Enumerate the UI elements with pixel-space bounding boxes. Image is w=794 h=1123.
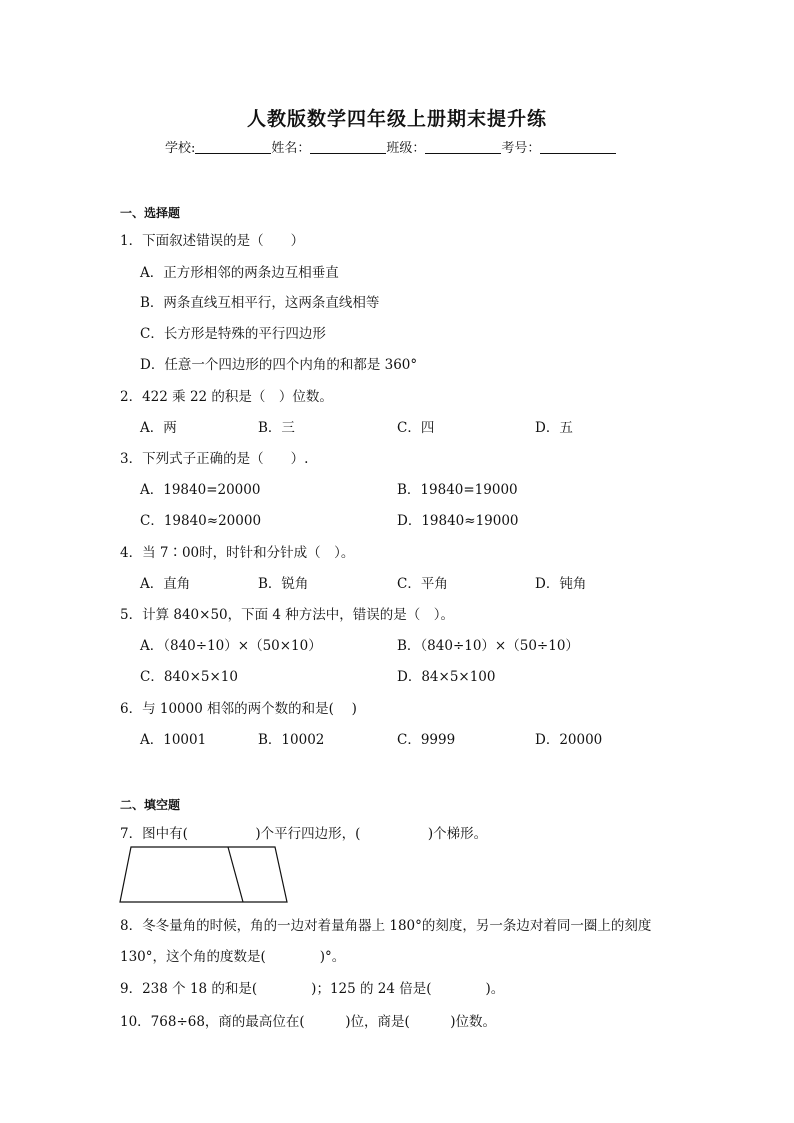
q1-option-b: B．两条直线互相平行，这两条直线相等 bbox=[140, 295, 380, 311]
question-8-line-2: 130°，这个角的度数是( )°。 bbox=[120, 949, 346, 965]
q5-option-b: B．（840÷10）×（50÷10） bbox=[397, 638, 579, 654]
q4-option-b: B．锐角 bbox=[258, 576, 309, 592]
q4-option-a: A．直角 bbox=[140, 576, 191, 592]
school-blank[interactable] bbox=[195, 141, 271, 154]
name-label: 姓名： bbox=[271, 141, 311, 156]
q3-option-c: C．19840≈20000 bbox=[140, 513, 262, 529]
q6-option-d: D．20000 bbox=[535, 732, 603, 748]
q5-option-a: A．（840÷10）×（50×10） bbox=[140, 638, 322, 654]
parallelogram-trapezoid-figure bbox=[118, 845, 290, 905]
exam-number-label: 考号： bbox=[501, 141, 541, 156]
q5-option-c: C．840×5×10 bbox=[140, 669, 238, 685]
question-10: 10．768÷68，商的最高位在( )位，商是( )位数。 bbox=[120, 1014, 497, 1030]
q6-option-a: A．10001 bbox=[140, 732, 207, 748]
q1-option-a: A．正方形相邻的两条边互相垂直 bbox=[140, 265, 339, 281]
question-7: 7．图中有( )个平行四边形，( )个梯形。 bbox=[120, 826, 488, 842]
class-label: 班级： bbox=[386, 141, 426, 156]
class-blank[interactable] bbox=[425, 141, 501, 154]
question-6: 6．与 10000 相邻的两个数的和是( ) bbox=[120, 701, 357, 717]
q3-option-d: D．19840≈19000 bbox=[397, 513, 519, 529]
q3-option-b: B．19840=19000 bbox=[397, 482, 518, 498]
q3-option-a: A．19840=20000 bbox=[140, 482, 261, 498]
inner-slanted-line bbox=[228, 847, 243, 902]
question-2: 2．422 乘 22 的积是（ ）位数。 bbox=[120, 389, 333, 405]
q6-option-b: B．10002 bbox=[258, 732, 325, 748]
q2-option-b: B．三 bbox=[258, 420, 295, 436]
question-4: 4．当 7∶00时，时针和分针成（ ）。 bbox=[120, 545, 355, 561]
section-heading-choice: 一、选择题 bbox=[120, 206, 181, 220]
section-heading-fill: 二、填空题 bbox=[120, 798, 181, 812]
exam-number-blank[interactable] bbox=[540, 141, 616, 154]
page-title: 人教版数学四年级上册期末提升练 bbox=[246, 108, 547, 130]
outer-trapezoid-shape bbox=[120, 847, 287, 902]
q2-option-a: A．两 bbox=[140, 420, 177, 436]
q5-option-d: D．84×5×100 bbox=[397, 669, 496, 685]
question-1: 1．下面叙述错误的是（ ） bbox=[120, 233, 305, 249]
name-blank[interactable] bbox=[310, 141, 386, 154]
q4-option-c: C．平角 bbox=[397, 576, 448, 592]
question-9: 9．238 个 18 的和是( )；125 的 24 倍是( )。 bbox=[120, 981, 505, 997]
question-5: 5．计算 840×50，下面 4 种方法中，错误的是（ ）。 bbox=[120, 607, 455, 623]
q1-option-c: C．长方形是特殊的平行四边形 bbox=[140, 326, 326, 342]
q1-option-d: D．任意一个四边形的四个内角的和都是 360° bbox=[140, 357, 418, 373]
q6-option-c: C．9999 bbox=[397, 732, 456, 748]
q2-option-d: D．五 bbox=[535, 420, 573, 436]
student-info-line bbox=[165, 137, 616, 156]
q4-option-d: D．钝角 bbox=[535, 576, 587, 592]
school-label: 学校: bbox=[165, 141, 196, 156]
question-8-line-1: 8．冬冬量角的时候，角的一边对着量角器上 180°的刻度，另一条边对着同一圈上的刻度 bbox=[120, 918, 652, 934]
q2-option-c: C．四 bbox=[397, 420, 435, 436]
question-3: 3．下列式子正确的是（ ）. bbox=[120, 451, 309, 467]
